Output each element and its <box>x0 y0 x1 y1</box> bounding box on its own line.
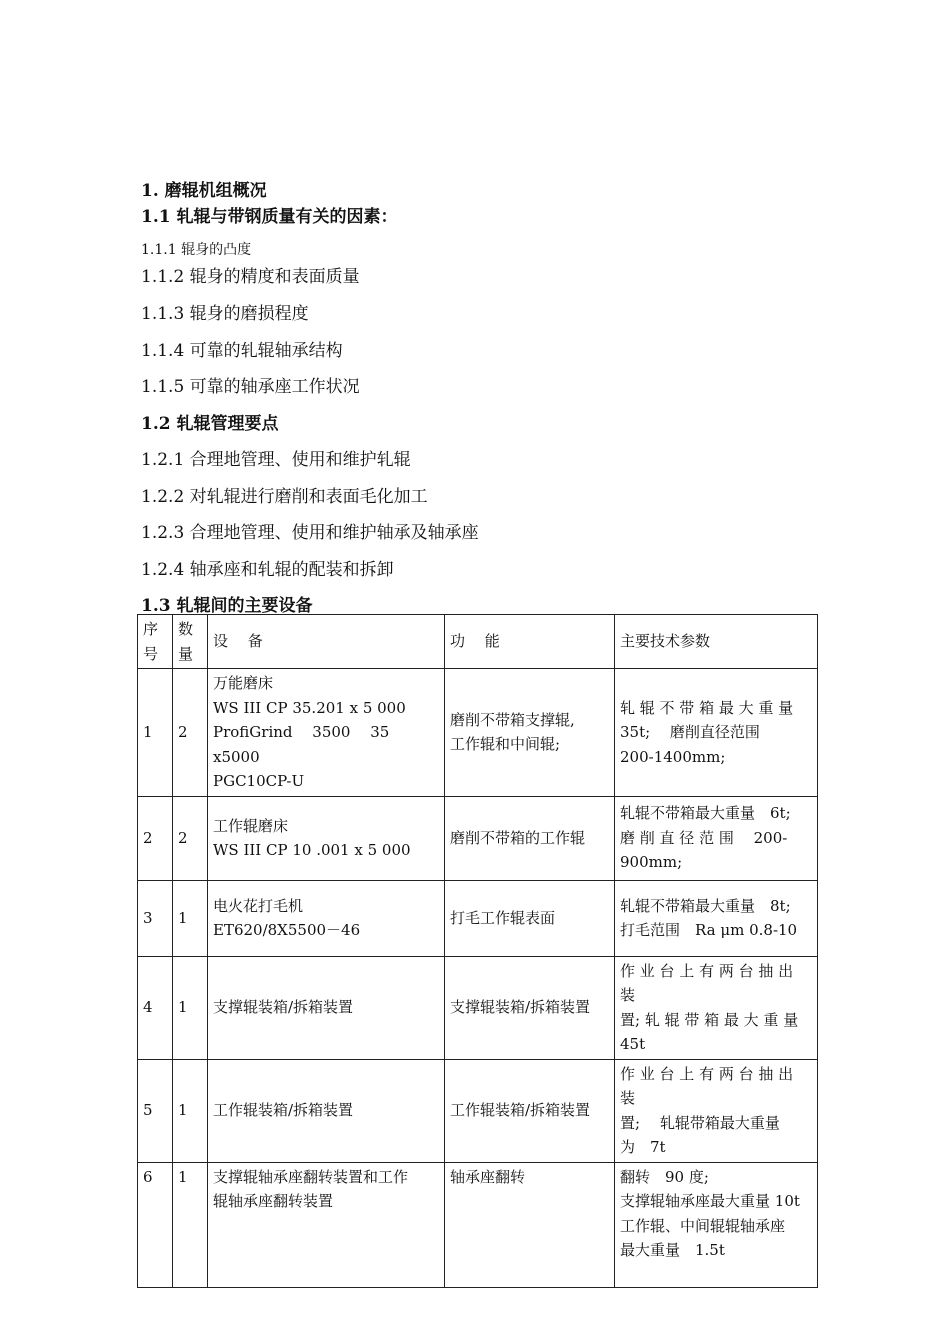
heading-1-3: 1.3 轧辊间的主要设备 <box>141 596 313 616</box>
item-1-2-2: 1.2.2 对轧辊进行磨削和表面毛化加工 <box>141 487 428 507</box>
cell-seq: 2 <box>138 796 173 880</box>
cell-qty: 2 <box>173 669 208 797</box>
heading-1: 1. 磨辊机组概况 <box>141 181 267 201</box>
item-1-1-5: 1.1.5 可靠的轴承座工作状况 <box>141 377 360 397</box>
table-row <box>138 956 818 1059</box>
item-1-2-4: 1.2.4 轴承座和轧辊的配装和拆卸 <box>141 560 394 580</box>
equipment-table <box>137 614 818 1288</box>
cell-equipment: 支撑辊装箱/拆箱装置 <box>208 956 445 1059</box>
heading-1-1: 1.1 轧辊与带钢质量有关的因素： <box>141 207 398 227</box>
cell-function: 打毛工作辊表面 <box>445 880 615 956</box>
cell-equipment: 万能磨床 WS III CP 35.201 x 5 000 ProfiGrind 3500 35 x5000 PGC10CP-U <box>208 669 445 797</box>
cell-params: 翻转 90 度; 支撑辊轴承座最大重量 10t 工作辊、中间辊辊轴承座 最大重量 1.5t <box>615 1162 818 1287</box>
item-1-2-1: 1.2.1 合理地管理、使用和维护轧辊 <box>141 450 411 470</box>
cell-qty: 1 <box>173 1059 208 1162</box>
table-row <box>138 1059 818 1162</box>
heading-1-2: 1.2 轧辊管理要点 <box>141 414 279 434</box>
cell-seq: 6 <box>138 1162 173 1287</box>
cell-seq: 5 <box>138 1059 173 1162</box>
cell-params: 轧辊不带箱最大重量 8t; 打毛范围 Ra μm 0.8-10 <box>615 880 818 956</box>
item-1-1-3: 1.1.3 辊身的磨损程度 <box>141 304 309 324</box>
cell-equipment: 工作辊装箱/拆箱装置 <box>208 1059 445 1162</box>
cell-qty: 2 <box>173 796 208 880</box>
cell-equipment: 工作辊磨床 WS III CP 10 .001 x 5 000 <box>208 796 445 880</box>
table-row <box>138 880 818 956</box>
header-qty: 数 量 <box>173 615 208 669</box>
cell-qty: 1 <box>173 956 208 1059</box>
cell-params: 作 业 台 上 有 两 台 抽 出 装 置; 轧 辊 带 箱 最 大 重 量 45t <box>615 956 818 1059</box>
header-equipment: 设 备 <box>208 615 445 669</box>
cell-seq: 4 <box>138 956 173 1059</box>
table-header-row <box>138 615 818 669</box>
cell-equipment: 电火花打毛机 ET620/8X5500－46 <box>208 880 445 956</box>
cell-params: 轧 辊 不 带 箱 最 大 重 量 35t; 磨削直径范围 200-1400mm; <box>615 669 818 797</box>
item-1-1-4: 1.1.4 可靠的轧辊轴承结构 <box>141 341 343 361</box>
item-1-2-3: 1.2.3 合理地管理、使用和维护轴承及轴承座 <box>141 523 479 543</box>
table-row <box>138 1162 818 1287</box>
item-1-1-2: 1.1.2 辊身的精度和表面质量 <box>141 267 360 287</box>
cell-seq: 1 <box>138 669 173 797</box>
table-row <box>138 669 818 797</box>
cell-function: 轴承座翻转 <box>445 1162 615 1287</box>
item-1-1-1: 1.1.1 辊身的凸度 <box>141 242 252 258</box>
cell-equipment: 支撑辊轴承座翻转装置和工作 辊轴承座翻转装置 <box>208 1162 445 1287</box>
cell-seq: 3 <box>138 880 173 956</box>
table-row <box>138 796 818 880</box>
cell-function: 磨削不带箱的工作辊 <box>445 796 615 880</box>
cell-function: 磨削不带箱支撑辊, 工作辊和中间辊; <box>445 669 615 797</box>
cell-params: 作 业 台 上 有 两 台 抽 出 装 置; 轧辊带箱最大重量 为 7t <box>615 1059 818 1162</box>
header-params: 主要技术参数 <box>615 615 818 669</box>
cell-function: 工作辊装箱/拆箱装置 <box>445 1059 615 1162</box>
cell-function: 支撑辊装箱/拆箱装置 <box>445 956 615 1059</box>
header-seq: 序 号 <box>138 615 173 669</box>
cell-params: 轧辊不带箱最大重量 6t; 磨 削 直 径 范 围 200- 900mm; <box>615 796 818 880</box>
cell-qty: 1 <box>173 880 208 956</box>
cell-qty: 1 <box>173 1162 208 1287</box>
header-function: 功 能 <box>445 615 615 669</box>
